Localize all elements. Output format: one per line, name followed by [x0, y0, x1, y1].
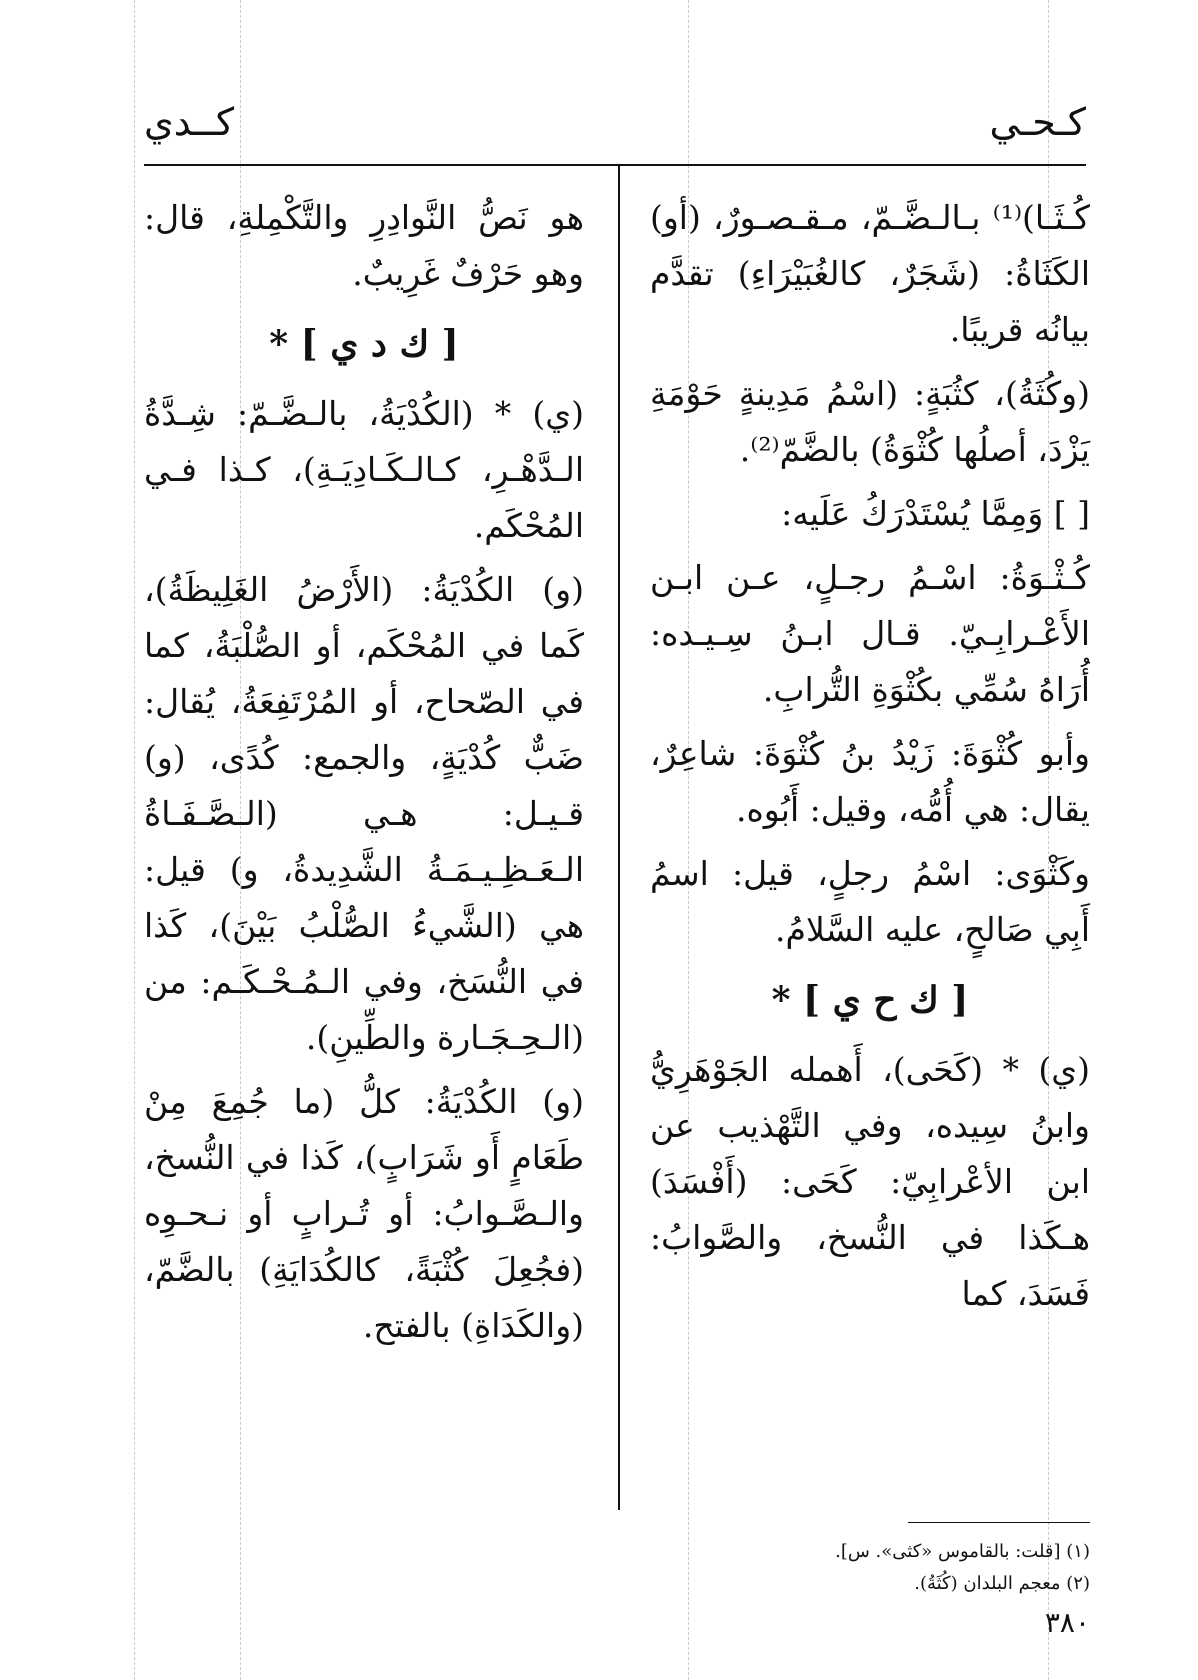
footnote: (١) [قلت: بالقاموس «كثى». س].	[835, 1541, 1090, 1562]
entry-heading: [ ك ح ي ] *	[771, 979, 969, 1021]
paragraph: [ ] وَمِمَّا يُسْتَدْرَكُ عَلَيه:	[781, 494, 1090, 533]
paragraph: كُـثَـا)⁽¹⁾ بـالـضَّـمّ، مـقـصـورٌ، (أو) الكَثَاةُ: (شَجَرٌ، كالغُبَيْرَاءِ) تقدَّم بيانُه قريبًا.	[650, 198, 1090, 349]
paragraph: هو نَصُّ النَّوادِرِ والتَّكْمِلةِ، قال: وهو حَرْفٌ غَرِيبٌ.	[144, 198, 584, 293]
header-right-word: كـحـي	[989, 100, 1086, 144]
paragraph: (و) الكُدْيَةُ: (الأَرْضُ الغَلِيظَةُ)، كَما في المُحْكَم، أو الصُّلْبَةُ، كما في الصّحاح، أو المُرْتَفِعَةُ، يُقال: ضَبٌّ كُدْيَةٍ، والجمع: كُدًى، (و) قـيـل: هـي (الـصَّـفَـاةُ الـعَـظِـيـمَـةُ الشَّدِيدةُ، و) قيل: هي (الشَّيءُ الصُّلْبُ بَيْنَ)، كَذا في النُّسَخ، وفي الـمُـحْـكَـم: من (الـحِـجَـارة والطِّينِ).	[144, 570, 584, 1057]
header-left-word: كــدي	[144, 100, 235, 144]
left-column	[144, 190, 584, 1362]
footnotes	[650, 1536, 1090, 1600]
paragraph: وكَثْوَى: اسْمُ رجلٍ، قيل: اسمُ أَبِي صَالحٍ، عليه السَّلامُ.	[650, 854, 1090, 949]
entry-heading: [ ك د ي ] *	[269, 323, 459, 365]
header-rule	[144, 164, 1086, 166]
right-column	[650, 190, 1090, 1330]
paragraph: (ي) * (الكُدْيَةُ، بالـضَّـمّ: شِـدَّةُ الـدَّهْـرِ، كـالـكَـادِيَـةِ)، كـذا فـي المُحْكَم.	[144, 394, 584, 545]
scan-guide-line	[134, 0, 135, 1680]
paragraph: (وكُثَةُ)، كثُبَةٍ: (اسْمُ مَدِينةٍ حَوْمَةِ يَزْدَ، أصلُها كُثْوَةُ) بالضَّمّ⁽²⁾.	[650, 374, 1090, 469]
paragraph: (ي) * (كَحَى)، أَهمله الجَوْهَرِيُّ وابنُ سِيده، وفي التَّهْذيب عن ابن الأعْرابِيّ: كَحَى: (أَفْسَدَ) هـكَذا في النُّسخ، والصَّوابُ: فَسَدَ، كما	[650, 1050, 1090, 1313]
footnote-rule	[908, 1522, 1090, 1523]
paragraph: (و) الكُدْيَةُ: كلُّ (ما جُمِعَ مِنْ طَعَامٍ أَو شَرَابٍ)، كَذا في النُّسخ، والـصَّـوابُ: أو تُـرابٍ أو نـحـوِه (فجُعِلَ كُثْبَةً، كالكُدَايَةِ) بالضَّمّ، (والكَدَاةِ) بالفتح.	[144, 1082, 584, 1345]
paragraph: كُـثْـوَةُ: اسْـمُ رجـلٍ، عـن ابـن الأَعْـرابِـيّ. قـال ابـنُ سِـيـده: أُرَاهُ سُمِّي بكُثْوَةِ التُّرابِ.	[650, 558, 1090, 709]
column-divider	[618, 165, 620, 1510]
paragraph: وأبو كُثْوَةَ: زَيْدُ بنُ كُثْوَةَ: شاعِرٌ، يقال: هي أُمُّه، وقيل: أَبُوه.	[650, 734, 1090, 829]
page-number: ٣٨٠	[1044, 1606, 1090, 1639]
footnote: (٢) معجم البلدان (كُثَةُ).	[914, 1573, 1090, 1594]
